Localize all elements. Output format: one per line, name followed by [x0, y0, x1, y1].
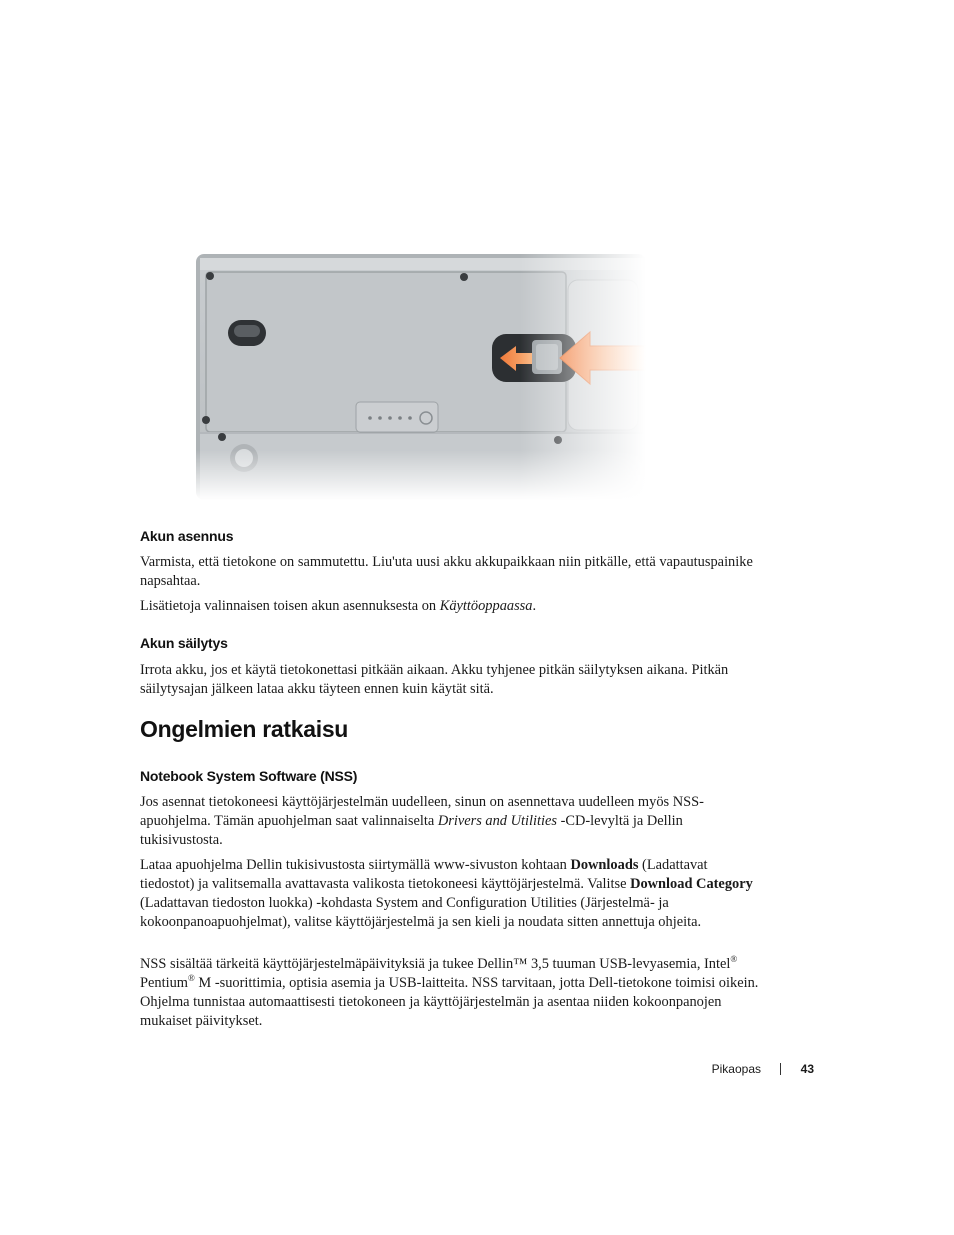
downloads-label: Downloads: [570, 857, 639, 873]
paragraph-nss-features: [140, 955, 760, 1031]
footer-label: Pikaopas: [711, 1062, 761, 1076]
storage-text: Irrota akku, jos et käytä tietokonettasi pitkään aikaan. Akku tyhjenee pitkän säilytyksen aikana. Pitkän säilytysajan jälkeen lataa akku täyteen ennen kuin käytät sitä.: [140, 662, 729, 697]
download-text-d: (Ladattavan tiedoston luokka) -kohdasta System and Configuration Utilities (Järjestelmä- ja kokoonpanoapuohjelmat), valitse käyttöjärjestelmä ja sen kieli ja noudata sitten annettuja ohjeita.: [140, 895, 702, 930]
paragraph-install-instructions: [140, 553, 760, 591]
reference-text-post: .: [532, 598, 537, 614]
download-text-a: Lataa apuohjelma Dellin tukisivustosta siirtymällä www-sivuston kohtaan: [140, 857, 571, 873]
battery-installation-illustration: [196, 250, 646, 500]
download-text-c: (Ladattavat tiedostot) ja valitsemalla avattavasta valikosta tietokoneesi käyttöjärjestelmä. Valitse: [140, 857, 708, 892]
features-text-a: NSS sisältää tärkeitä käyttöjärjestelmäpäivityksiä ja tukee Dellin™ 3,5 tuuman USB-levyasemia, Intel: [140, 956, 731, 972]
download-category-label: Download Category: [630, 876, 753, 892]
laptop-bottom-image: [196, 250, 646, 500]
paragraph-nss-reinstall: [140, 793, 760, 850]
paragraph-storage-instructions: [140, 661, 760, 699]
heading-akun-asennus: Akun asennus: [140, 528, 234, 544]
registered-mark-2: ®: [187, 973, 195, 984]
heading-nss: Notebook System Software (NSS): [140, 768, 358, 784]
heading-akun-sailytys: Akun säilytys: [140, 635, 228, 651]
page-number: 43: [800, 1062, 814, 1076]
page-footer: [660, 1062, 816, 1078]
nss-text-post: -CD-levyltä ja Dellin tukisivustosta.: [140, 813, 683, 848]
registered-mark-1: ®: [730, 954, 738, 965]
features-text-c: M -suorittimia, optisia asemia ja USB-laitteita. NSS tarvitaan, jotta Dell-tietokone toimisi oikein. Ohjelma tunnistaa automaattisesti tietokoneen ja käyttöjärjestelmän ja asentaa niiden kokoonpanojen mukaiset päivitykset.: [140, 975, 759, 1029]
footer-separator: [780, 1063, 781, 1075]
nss-text-pre: Jos asennat tietokoneesi käyttöjärjestelmän uudelleen, sinun on asennettava uudelleen myös NSS-apuohjelma. Tämän apuohjelman saat valinnaiselta: [140, 794, 704, 829]
install-text: Varmista, että tietokone on sammutettu. Liu'uta uusi akku akkupaikkaan niin pitkälle, että vapautuspainike napsahtaa.: [140, 554, 753, 589]
paragraph-nss-download: [140, 856, 760, 932]
reference-text-pre: Lisätietoja valinnaisen toisen akun asennuksesta on: [140, 598, 440, 614]
drivers-utilities-title: Drivers and Utilities: [437, 813, 557, 829]
paragraph-user-guide-reference: [140, 597, 760, 616]
features-text-b: Pentium: [140, 975, 188, 991]
user-guide-title: Käyttöoppaassa: [439, 598, 533, 614]
heading-ongelmien-ratkaisu: Ongelmien ratkaisu: [140, 716, 349, 742]
